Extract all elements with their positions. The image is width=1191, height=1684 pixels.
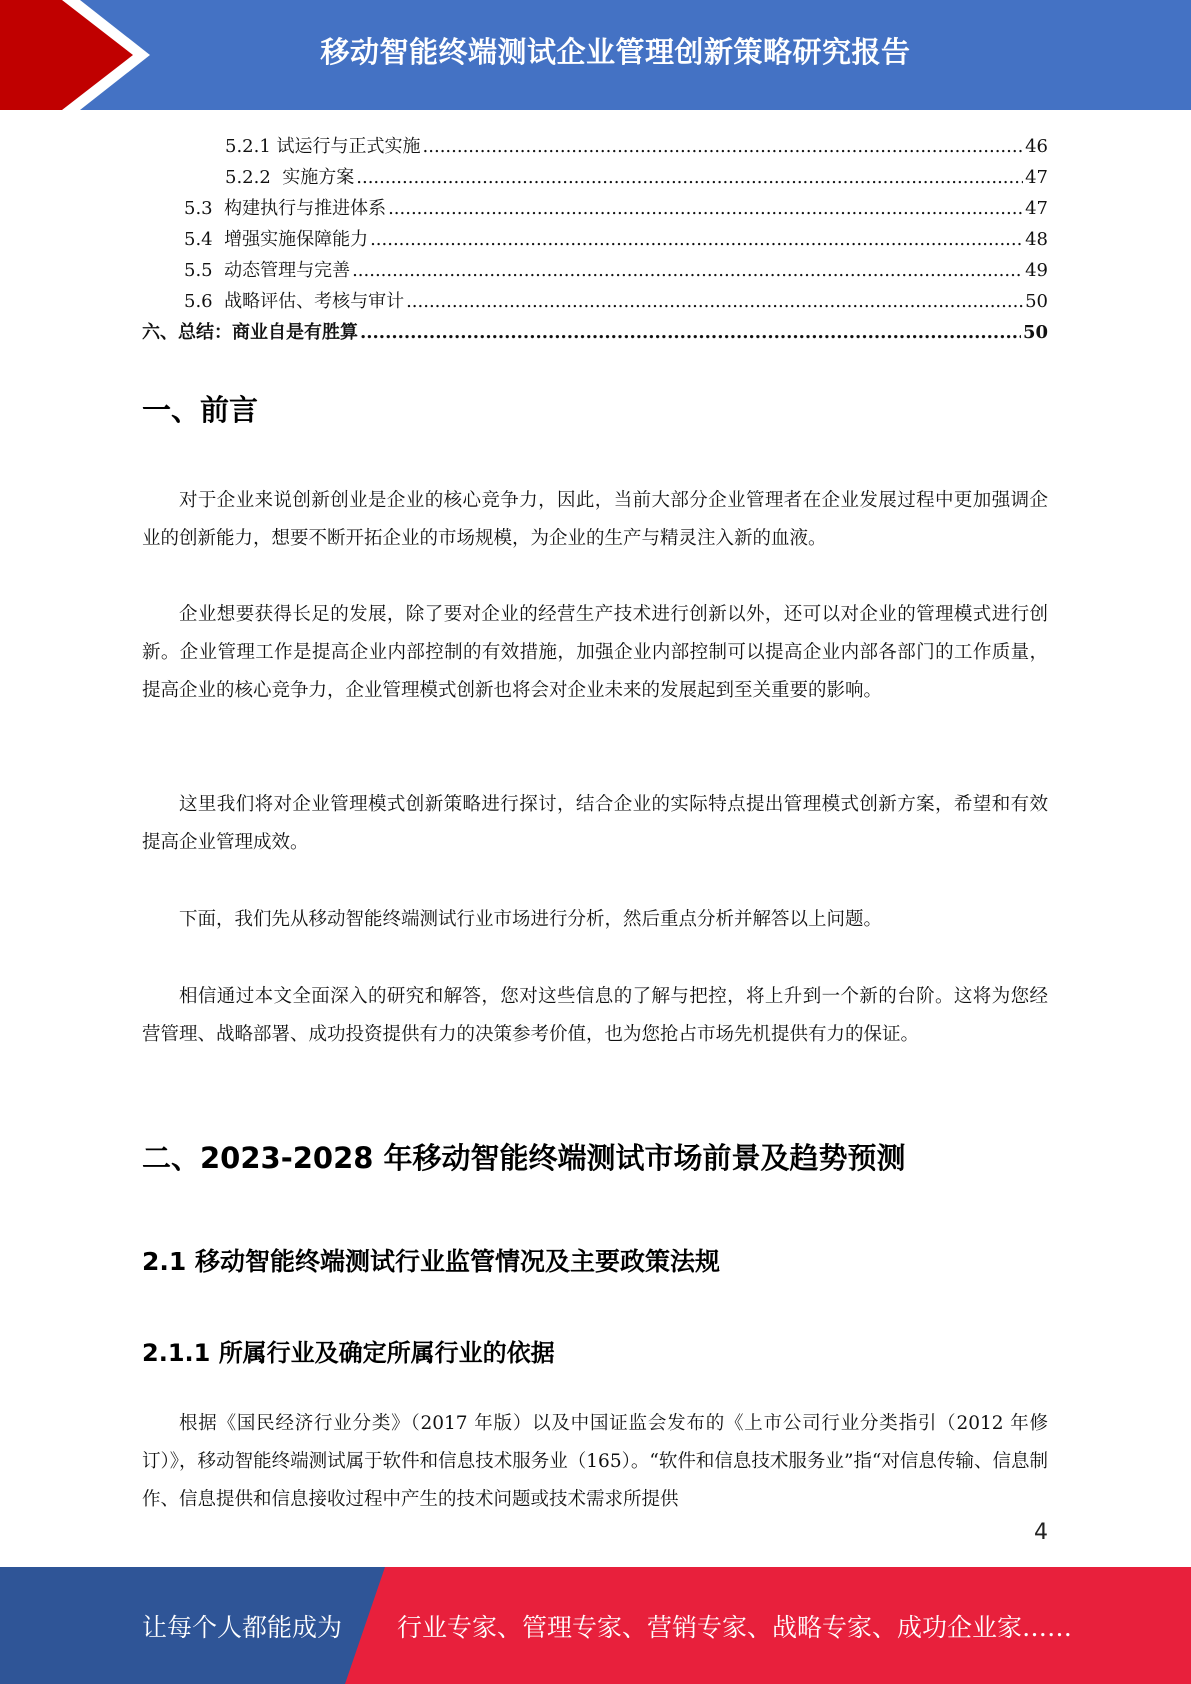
toc-leader-dots bbox=[423, 136, 1024, 157]
toc-label: 5.6 战略评估、考核与审计 bbox=[184, 291, 405, 312]
subsubsection-heading: 2.1.1 所属行业及确定所属行业的依据 bbox=[142, 1339, 555, 1367]
toc-row[interactable] bbox=[142, 318, 1048, 349]
toc-row[interactable] bbox=[142, 287, 1048, 318]
paragraph: 这里我们将对企业管理模式创新策略进行探讨，结合企业的实际特点提出管理模式创新方案，希望和有效提高企业管理成效。 bbox=[142, 794, 1048, 853]
subsection-heading: 2.1 移动智能终端测试行业监管情况及主要政策法规 bbox=[142, 1247, 720, 1276]
toc-page-number: 49 bbox=[1025, 260, 1048, 281]
toc-row[interactable] bbox=[142, 194, 1048, 225]
toc-leader-dots bbox=[388, 198, 1023, 219]
toc-page-number: 47 bbox=[1025, 167, 1048, 188]
toc-leader-dots bbox=[370, 229, 1023, 250]
toc-label: 5.4 增强实施保障能力 bbox=[184, 229, 369, 250]
section-heading: 一、前言 bbox=[142, 393, 259, 427]
toc-label: 六、总结：商业自是有胜算 bbox=[142, 322, 358, 343]
toc-leader-dots bbox=[406, 291, 1023, 312]
toc-row[interactable] bbox=[142, 225, 1048, 256]
paragraph: 下面，我们先从移动智能终端测试行业市场进行分析，然后重点分析并解答以上问题。 bbox=[179, 909, 883, 930]
toc-page-number: 48 bbox=[1025, 229, 1048, 250]
table-of-contents bbox=[142, 132, 1048, 349]
footer-slogan-left: 让每个人都能成为 bbox=[142, 1612, 343, 1642]
toc-row[interactable] bbox=[142, 256, 1048, 287]
page-number: 4 bbox=[1034, 1520, 1048, 1545]
header-title: 移动智能终端测试企业管理创新策略研究报告 bbox=[320, 34, 911, 69]
section-heading: 二、2023-2028 年移动智能终端测试市场前景及趋势预测 bbox=[142, 1141, 906, 1175]
toc-leader-dots bbox=[356, 167, 1023, 188]
toc-leader-dots bbox=[352, 260, 1023, 281]
toc-label: 5.2.2 实施方案 bbox=[225, 167, 355, 188]
toc-page-number: 46 bbox=[1025, 136, 1048, 157]
footer-slogan-right: 行业专家、管理专家、营销专家、战略专家、成功企业家…… bbox=[397, 1612, 1073, 1642]
toc-page-number: 50 bbox=[1025, 291, 1048, 312]
toc-row[interactable] bbox=[142, 132, 1048, 163]
toc-row[interactable] bbox=[142, 163, 1048, 194]
page-header bbox=[0, 0, 1191, 110]
toc-label: 5.5 动态管理与完善 bbox=[184, 260, 351, 281]
toc-label: 5.2.1 试运行与正式实施 bbox=[225, 136, 421, 157]
toc-leader-dots bbox=[360, 322, 1021, 343]
toc-page-number: 47 bbox=[1025, 198, 1048, 219]
paragraph: 企业想要获得长足的发展，除了要对企业的经营生产技术进行创新以外，还可以对企业的管理模式进行创新。企业管理工作是提高企业内部控制的有效措施，加强企业内部控制可以提高企业内部各部门的工作质量，提高企业的核心竞争力，企业管理模式创新也将会对企业未来的发展起到至关重要的影响。 bbox=[142, 604, 1048, 701]
page-footer bbox=[0, 1567, 1191, 1684]
paragraph: 相信通过本文全面深入的研究和解答，您对这些信息的了解与把控，将上升到一个新的台阶。这将为您经营管理、战略部署、成功投资提供有力的决策参考价值，也为您抢占市场先机提供有力的保证。 bbox=[142, 986, 1048, 1045]
paragraph: 对于企业来说创新创业是企业的核心竞争力，因此，当前大部分企业管理者在企业发展过程中更加强调企业的创新能力，想要不断开拓企业的市场规模，为企业的生产与精灵注入新的血液。 bbox=[142, 490, 1048, 549]
toc-label: 5.3 构建执行与推进体系 bbox=[184, 198, 387, 219]
paragraph: 根据《国民经济行业分类》（2017 年版）以及中国证监会发布的《上市公司行业分类指引（2012 年修订）》，移动智能终端测试属于软件和信息技术服务业（165）。“软件和信息技术服务业”指“对信息传输、信息制作、信息提供和信息接收过程中产生的技术问题或技术需求所提供 bbox=[142, 1413, 1048, 1510]
toc-page-number: 50 bbox=[1022, 322, 1048, 343]
